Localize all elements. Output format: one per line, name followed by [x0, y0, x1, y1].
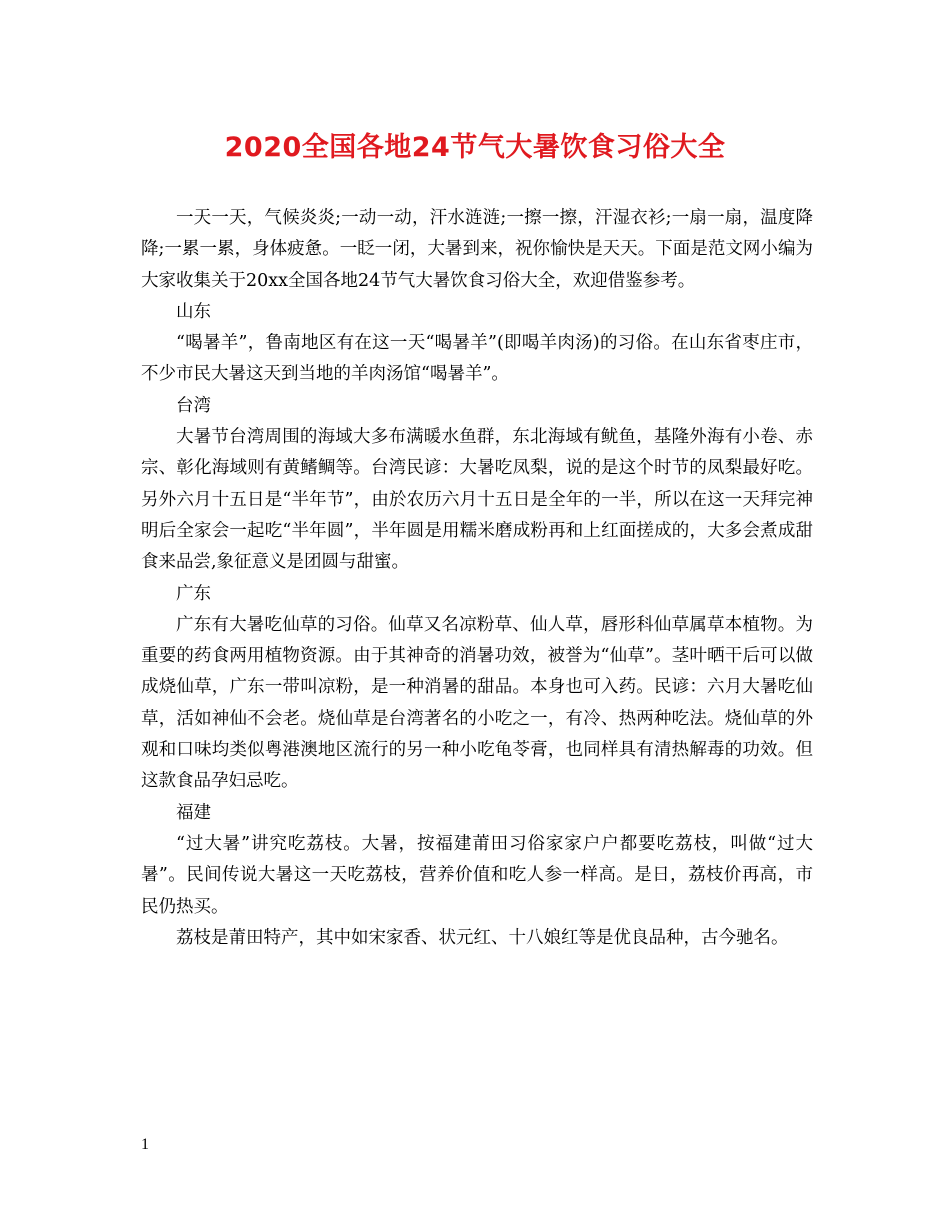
- section-heading-guangdong: 广东: [176, 583, 211, 604]
- section-heading-fujian: 福建: [176, 802, 211, 823]
- guangdong-paragraph: 广东有大暑吃仙草的习俗。仙草又名凉粉草、仙人草，唇形科仙草属草本植物。为重要的药食两用植物资源。由于其神奇的消暑功效，被誉为“仙草”。茎叶晒干后可以做成烧仙草，广东一带叫凉粉，是一种消暑的甜品。本身也可入药。民谚：六月大暑吃仙草，活如神仙不会老。烧仙草是台湾著名的小吃之一，有冷、热两种吃法。烧仙草的外观和口味均类似粤港澳地区流行的另一种小吃龟苓膏，也同样具有清热解毒的功效。但这款食品孕妇忌吃。: [141, 614, 813, 792]
- lychee-paragraph: 荔枝是莆田特产，其中如宋家香、状元红、十八娘红等是优良品种，古今驰名。: [176, 927, 789, 948]
- fujian-paragraph: “过大暑”讲究吃荔枝。大暑，按福建莆田习俗家家户户都要吃荔枝，叫做“过大暑”。民间传说大暑这一天吃荔枝，营养价值和吃人参一样高。是日，荔枝价再高，市民仍热买。: [141, 833, 813, 917]
- taiwan-paragraph: 大暑节台湾周围的海域大多布满暖水鱼群，东北海域有鱿鱼，基隆外海有小卷、赤宗、彰化海域则有黄鳍鲷等。台湾民谚：大暑吃凤梨，说的是这个时节的凤梨最好吃。另外六月十五日是“半年节”，由於农历六月十五日是全年的一半，所以在这一天拜完神明后全家会一起吃“半年圆”，半年圆是用糯米磨成粉再和上红面搓成的，大多会煮成甜食来品尝,象征意义是团圆与甜蜜。: [141, 427, 813, 573]
- section-heading-shandong: 山东: [176, 301, 211, 322]
- document-title: 2020全国各地24节气大暑饮食习俗大全: [224, 132, 726, 163]
- document-body: [141, 203, 813, 954]
- page-number: 1: [141, 1136, 149, 1153]
- shandong-paragraph: “喝暑羊”，鲁南地区有在这一天“喝暑羊”(即喝羊肉汤)的习俗。在山东省枣庄市，不少市民大暑这天到当地的羊肉汤馆“喝暑羊”。: [141, 333, 813, 385]
- section-heading-taiwan: 台湾: [176, 395, 211, 416]
- intro-paragraph: 一天一天，气候炎炎;一动一动，汗水涟涟;一擦一擦，汗湿衣衫;一扇一扇，温度降降;一累一累，身体疲惫。一眨一闭，大暑到来，祝你愉快是天天。下面是范文网小编为大家收集关于20xx全国各地24节气大暑饮食习俗大全，欢迎借鉴参考。: [141, 208, 813, 291]
